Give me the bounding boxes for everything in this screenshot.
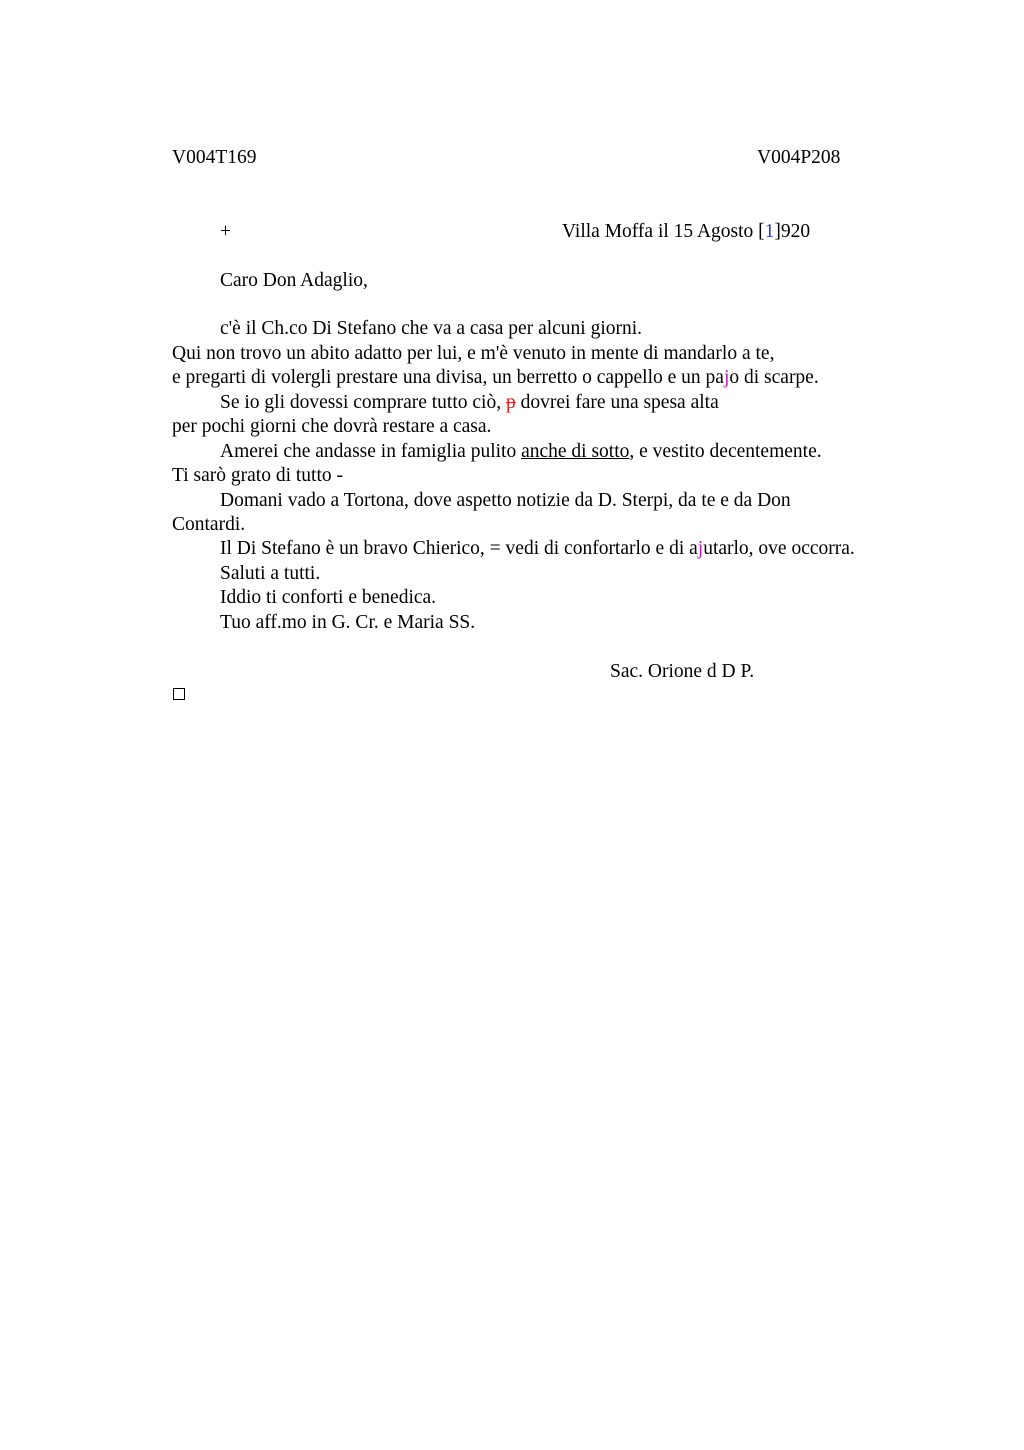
body-line-2: Qui non trovo un abito adatto per lui, e m'è venuto in mente di mandarlo a te, [172, 343, 775, 364]
cross-mark: + [220, 221, 231, 242]
document-code-left: V004T169 [172, 147, 257, 168]
signature: Sac. Orione d D P. [610, 661, 755, 682]
body-line-6-text: Amerei che andasse in famiglia pulito [220, 441, 522, 462]
body-line-10 [220, 537, 855, 561]
body-line-12: Iddio ti conforti e benedica. [220, 587, 437, 608]
body-line-3-end: o di scarpe. [729, 367, 819, 388]
body-line-10-end: utarlo, ove occorra. [703, 538, 855, 559]
body-line-9: Contardi. [172, 514, 246, 535]
salutation: Caro Don Adaglio, [220, 270, 368, 291]
body-line-4 [220, 391, 719, 415]
place-date-suffix: ]920 [774, 221, 811, 242]
body-line-3 [172, 366, 819, 390]
underlined-phrase: anche di sotto [521, 441, 630, 462]
body-line-3-text: e pregarti di volergli prestare una divisa, un berretto o cappello e un pa [172, 367, 724, 388]
body-line-4-text: Se io gli dovessi comprare tutto ciò, [220, 392, 506, 413]
page-code-right: V004P208 [757, 147, 841, 168]
closing-line: Tuo aff.mo in G. Cr. e Maria SS. [220, 612, 476, 633]
deleted-letter: p [505, 392, 516, 413]
body-line-11: Saluti a tutti. [220, 563, 321, 584]
body-line-8: Domani vado a Tortona, dove aspetto notizie da D. Sterpi, da te e da Don [220, 490, 791, 511]
body-line-1: c'è il Ch.co Di Stefano che va a casa per alcuni giorni. [220, 318, 643, 339]
correction-mark: j [697, 538, 704, 559]
place-date [562, 220, 810, 244]
body-line-10-text: Il Di Stefano è un bravo Chierico, = vedi di confortarlo e di a [220, 538, 698, 559]
body-line-4-end: dovrei fare una spesa alta [515, 392, 719, 413]
place-date-prefix: Villa Moffa il 15 Agosto [ [562, 221, 765, 242]
body-line-5: per pochi giorni che dovrà restare a casa. [172, 416, 492, 437]
end-of-document-box [173, 688, 185, 700]
correction-mark: j [723, 367, 730, 388]
body-line-6 [220, 440, 822, 464]
body-line-7: Ti sarò grato di tutto - [172, 465, 343, 486]
editorial-year-digit: 1 [764, 221, 775, 242]
body-line-6-end: , e vestito decentemente. [629, 441, 822, 462]
